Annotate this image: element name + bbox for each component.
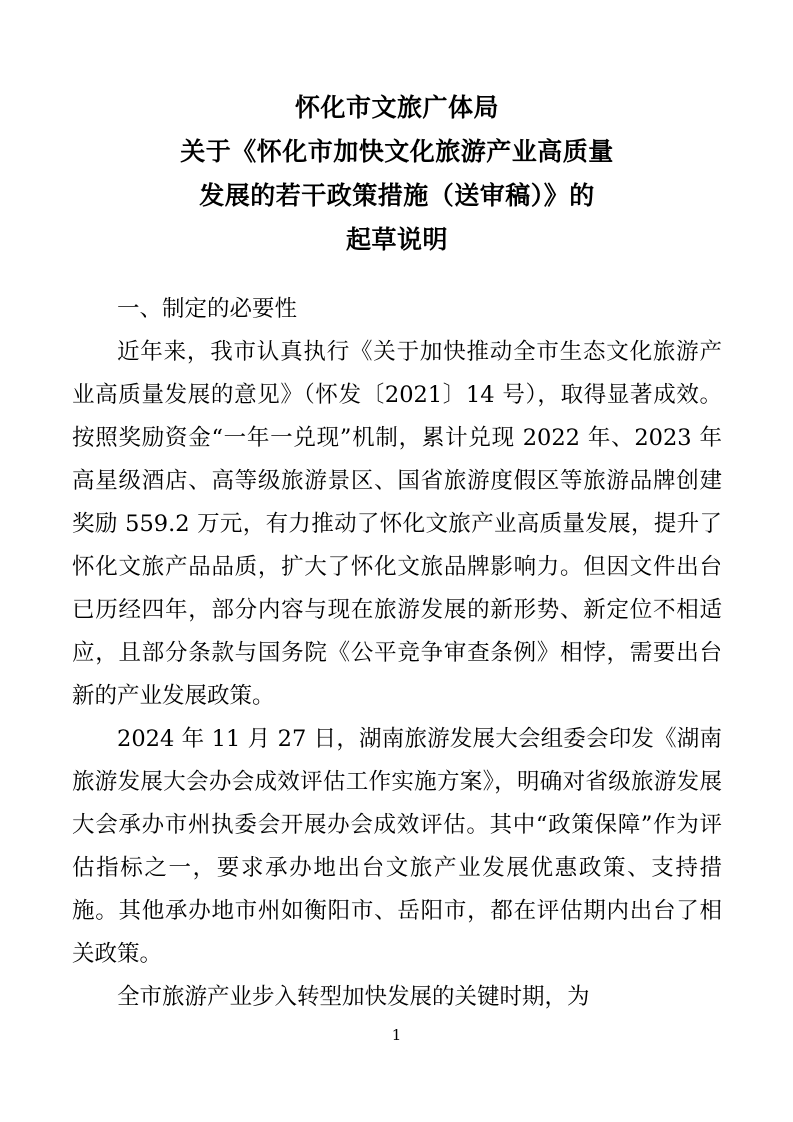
title-line-2: 关于《怀化市加快文化旅游产业高质量 bbox=[180, 137, 614, 166]
title-line-4: 起草说明 bbox=[345, 225, 448, 254]
document-body bbox=[72, 288, 722, 1019]
page-number: 1 bbox=[391, 1026, 402, 1044]
title-line-3: 发展的若干政策措施（送审稿）》的 bbox=[199, 181, 595, 210]
paragraph-3: 全市旅游产业步入转型加快发展的关键时期，为 bbox=[117, 984, 590, 1010]
section-heading: 一、制定的必要性 bbox=[117, 296, 298, 322]
document-content bbox=[72, 86, 722, 1019]
document-title bbox=[72, 86, 722, 262]
title-line-1: 怀化市文旅广体局 bbox=[294, 93, 499, 122]
paragraph-1: 近年来，我市认真执行《关于加快推动全市生态文化旅游产业高质量发展的意见》（怀发〔2021〕14 号），取得显著成效。按照奖励资金“一年一兑现”机制，累计兑现 2022 年、2023 年高星级酒店、高等级旅游景区、国省旅游度假区等旅游品牌创建奖励 559.2 万元，有力推动了怀化文旅产业高质量发展，提升了怀化文旅产品品质，扩大了怀化文旅品牌影响力。但因文件出台已历经四年，部分内容与现在旅游发展的新形势、新定位不相适应，且部分条款与国务院《公平竞争审查条例》相悖，需要出台新的产业发展政策。 bbox=[72, 339, 722, 709]
paragraph-2: 2024 年 11 月 27 日，湖南旅游发展大会组委会印发《湖南旅游发展大会办会成效评估工作实施方案》，明确对省级旅游发展大会承办市州执委会开展办会成效评估。其中“政策保障”作为评估指标之一，要求承办地出台文旅产业发展优惠政策、支持措施。其他承办地市州如衡阳市、岳阳市，都在评估期内出台了相关政策。 bbox=[72, 726, 722, 967]
